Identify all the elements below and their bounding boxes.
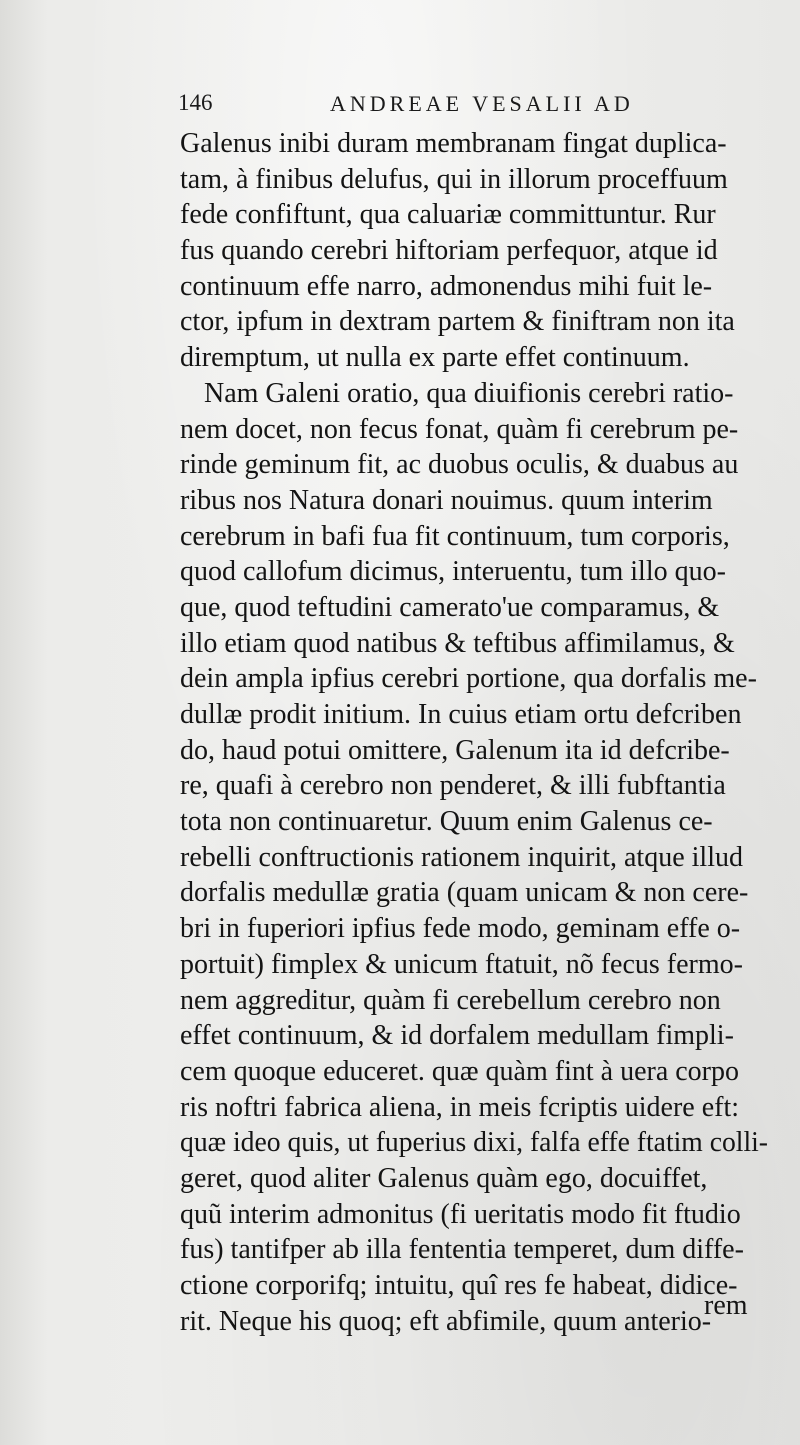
text-line: effet continuum, & id dorfalem medullam fimpli- (180, 1020, 734, 1052)
text-line: dorfalis medullæ gratia (quam unicam & non cere- (180, 877, 749, 909)
text-line: ctor, ipfum in dextram partem & finiftram non ita (180, 306, 735, 338)
text-line: nem docet, non fecus fonat, quàm fi cerebrum pe- (180, 413, 739, 445)
text-line: geret, quod aliter Galenus quàm ego, docuiffet, (180, 1162, 708, 1194)
text-line: cerebrum in bafi fua fit continuum, tum corporis, (180, 520, 730, 552)
catchword: rem (704, 1290, 748, 1321)
text-line: ris noftri fabrica aliena, in meis fcriptis uidere eft: (180, 1091, 740, 1123)
text-line: continuum effe narro, admonendus mihi fuit le- (180, 270, 713, 302)
folio-number: 146 (178, 90, 213, 115)
text-line: rebelli conftructionis rationem inquirit, atque illud (180, 841, 743, 873)
text-line: ribus nos Natura donari nouimus. quum interim (180, 484, 713, 516)
text-line: dullæ prodit initium. In cuius etiam ortu defcriben (180, 699, 742, 730)
text-line: tam, à finibus delufus, qui in illorum proceffuum (180, 163, 728, 195)
text-line: ctione corporifq; intuitu, quî res fe habeat, didice- (180, 1270, 738, 1301)
text-line: Nam Galeni oratio, qua diuifionis cerebri ratio- (204, 377, 734, 409)
text-line: quũ interim admonitus (fi ueritatis modo fit ftudio (180, 1198, 741, 1230)
text-line: fus) tantifper ab illa fententia temperet, dum diffe- (180, 1234, 744, 1266)
text-line: rit. Neque his quoq; eft abfimile, quum anterio- (180, 1305, 712, 1337)
text-line: rinde geminum fit, ac duobus oculis, & duabus au (180, 449, 739, 481)
text-line: que, quod teftudini camerato'ue comparamus, & (180, 591, 720, 623)
page-header (178, 88, 768, 118)
text-line: nem aggreditur, quàm fi cerebellum cerebro non (180, 984, 721, 1016)
text-line: bri in fuperiori ipfius fede modo, geminam effe o- (180, 913, 741, 945)
text-line: quæ ideo quis, ut fuperius dixi, falfa effe ftatim colli- (180, 1127, 768, 1159)
text-line: Galenus inibi duram membranam fingat duplica- (180, 128, 727, 159)
text-line: diremptum, ut nulla ex parte effet continuum. (180, 342, 690, 374)
running-head: ANDREAE VESALII AD (330, 91, 634, 116)
text-line: quod callofum dicimus, interuentu, tum illo quo- (180, 556, 726, 588)
text-line: fede confiftunt, qua caluariæ committuntur. Rur (180, 199, 716, 231)
text-line: fus quando cerebri hiftoriam perfequor, atque id (180, 235, 718, 267)
text-line: tota non continuaretur. Quum enim Galenus ce- (180, 806, 713, 838)
text-line: illo etiam quod natibus & teftibus affimilamus, & (180, 627, 735, 659)
text-line: cem quoque educeret. quæ quàm fint à uera corpo (180, 1055, 740, 1087)
text-line: re, quafi à cerebro non penderet, & illi fubftantia (180, 770, 726, 802)
text-line: do, haud potui omittere, Galenum ita id defcribe- (180, 734, 730, 766)
body-text (180, 126, 768, 1339)
text-line: portuit) fimplex & unicum ftatuit, nõ fecus fermo- (180, 948, 743, 980)
text-line: dein ampla ipfius cerebri portione, qua dorfalis me- (180, 663, 757, 695)
